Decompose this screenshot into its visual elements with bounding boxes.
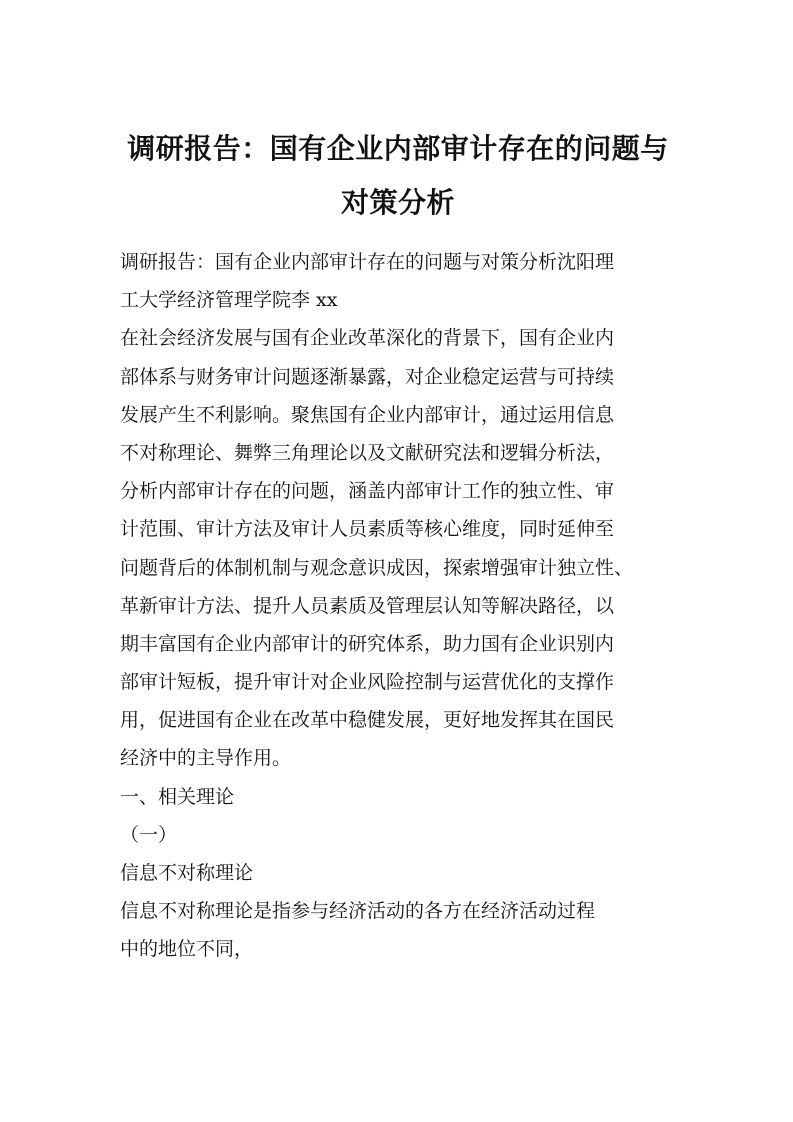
paragraph-line: 部体系与财务审计问题逐渐暴露，对企业稳定运营与可持续	[120, 365, 615, 388]
paragraph-line: 在社会经济发展与国有企业改革深化的背景下，国有企业内	[120, 327, 615, 350]
paragraph-line: 发展产生不利影响。聚焦国有企业内部审计，通过运用信息	[120, 403, 615, 426]
paragraph-line: 革新审计方法、提升人员素质及管理层认知等解决路径，以	[120, 594, 615, 617]
paragraph-line: 期丰富国有企业内部审计的研究体系，助力国有企业识别内	[120, 632, 615, 655]
document-title	[118, 122, 678, 230]
byline-line: 工大学经济管理学院李 xx	[120, 289, 338, 312]
paragraph-line: 信息不对称理论是指参与经济活动的各方在经济活动过程	[120, 900, 596, 923]
document-body	[120, 243, 686, 969]
subsection-number: （一）	[120, 823, 178, 846]
paragraph-line: 用，促进国有企业在改革中稳健发展，更好地发挥其在国民	[120, 709, 615, 732]
subsection-heading: 信息不对称理论	[120, 862, 254, 884]
title-line: 对策分析	[340, 186, 455, 219]
paragraph-line: 中的地位不同，	[120, 938, 254, 961]
paragraph-line: 问题背后的体制机制与观念意识成因，探索增强审计独立性、	[120, 556, 634, 579]
paragraph-line: 不对称理论、舞弊三角理论以及文献研究法和逻辑分析法，	[120, 441, 615, 464]
paragraph-line: 计范围、审计方法及审计人员素质等核心维度，同时延伸至	[120, 518, 615, 541]
paragraph-line: 分析内部审计存在的问题，涵盖内部审计工作的独立性、审	[120, 480, 615, 503]
section-heading: 一、相关理论	[120, 785, 235, 808]
paragraph-line: 部审计短板，提升审计对企业风险控制与运营优化的支撑作	[120, 671, 615, 694]
title-line: 调研报告：国有企业内部审计存在的问题与	[127, 132, 669, 165]
byline-line: 调研报告：国有企业内部审计存在的问题与对策分析沈阳理	[120, 251, 615, 273]
paragraph-line: 经济中的主导作用。	[120, 747, 292, 770]
